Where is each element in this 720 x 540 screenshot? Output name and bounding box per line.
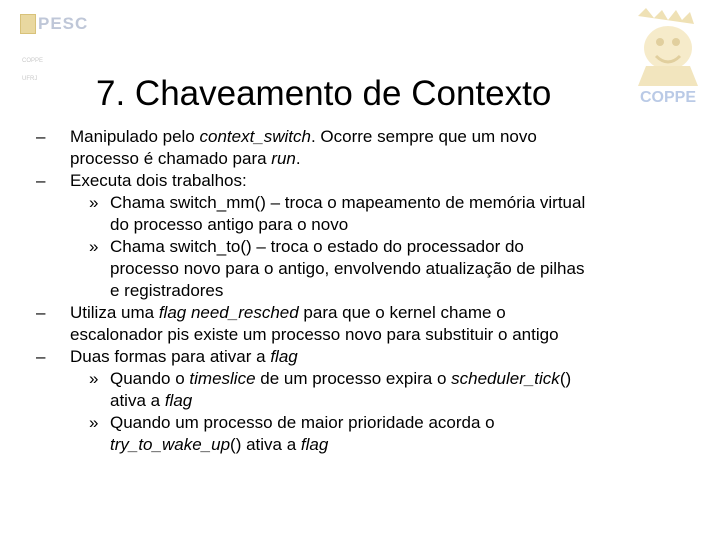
coppe-logo bbox=[628, 6, 708, 106]
bullet-marker: – bbox=[36, 303, 46, 322]
slide-body bbox=[36, 126, 696, 456]
bullet-line: Utiliza uma flag need_resched para que o kernel chame o bbox=[70, 303, 506, 322]
bullet-item bbox=[36, 170, 696, 192]
italic-term: try_to_wake_up bbox=[110, 435, 231, 454]
italic-term: timeslice bbox=[189, 369, 256, 388]
bullet-item bbox=[36, 346, 696, 368]
bullet-marker: » bbox=[89, 413, 99, 432]
bullet-line: Chama switch_to() – troca o estado do processador do bbox=[110, 237, 524, 256]
bullet-marker: » bbox=[89, 237, 99, 256]
bullet-line: processo é chamado para run. bbox=[70, 149, 301, 168]
italic-term: scheduler_tick bbox=[451, 369, 560, 388]
coppe-logo-text: COPPE bbox=[639, 89, 697, 106]
slide-title: 7. Chaveamento de Contexto bbox=[96, 74, 552, 113]
pesc-logo-sub1: COPPE bbox=[22, 58, 44, 64]
bullet-line: Quando um processo de maior prioridade acorda o bbox=[110, 413, 495, 432]
pesc-logo-mark bbox=[20, 14, 36, 34]
bullet-item bbox=[36, 302, 696, 346]
sub-bullet-item bbox=[36, 368, 696, 412]
italic-term: run bbox=[271, 149, 296, 168]
sub-bullet-item bbox=[36, 192, 696, 236]
italic-term: flag bbox=[164, 391, 193, 410]
bullet-marker: – bbox=[36, 127, 46, 146]
italic-term: flag bbox=[300, 435, 329, 454]
pesc-logo-sub2: UFRJ bbox=[22, 76, 38, 82]
bullet-marker: – bbox=[36, 347, 46, 366]
bullet-marker: » bbox=[89, 369, 99, 388]
bullet-item bbox=[36, 126, 696, 170]
bullet-line: do processo antigo para o novo bbox=[110, 215, 349, 234]
bullet-marker: – bbox=[36, 171, 46, 190]
bullet-line: Quando o timeslice de um processo expira o scheduler_tick() bbox=[110, 369, 572, 388]
sub-bullet-item bbox=[36, 236, 696, 302]
bullet-line: ativa a flag bbox=[110, 391, 193, 410]
bullet-line: processo novo para o antigo, envolvendo atualização de pilhas bbox=[110, 259, 585, 278]
bullet-line: e registradores bbox=[110, 281, 224, 300]
italic-term: flag bbox=[270, 347, 298, 366]
bullet-line: Chama switch_mm() – troca o mapeamento de memória virtual bbox=[110, 193, 586, 212]
bullet-line: Manipulado pelo context_switch. Ocorre sempre que um novo bbox=[70, 127, 537, 146]
sub-bullet-item bbox=[36, 412, 696, 456]
italic-term: flag need_resched bbox=[158, 303, 299, 322]
bullet-line: try_to_wake_up() ativa a flag bbox=[110, 435, 329, 454]
pesc-logo bbox=[20, 14, 90, 84]
bullet-line: Executa dois trabalhos: bbox=[70, 171, 247, 190]
bullet-line: Duas formas para ativar a flag bbox=[70, 347, 298, 366]
italic-term: context_switch bbox=[199, 127, 311, 146]
pesc-logo-text: PESC bbox=[38, 14, 89, 33]
bullet-line: escalonador pis existe um processo novo para substituir o antigo bbox=[70, 325, 559, 344]
bullet-marker: » bbox=[89, 193, 99, 212]
